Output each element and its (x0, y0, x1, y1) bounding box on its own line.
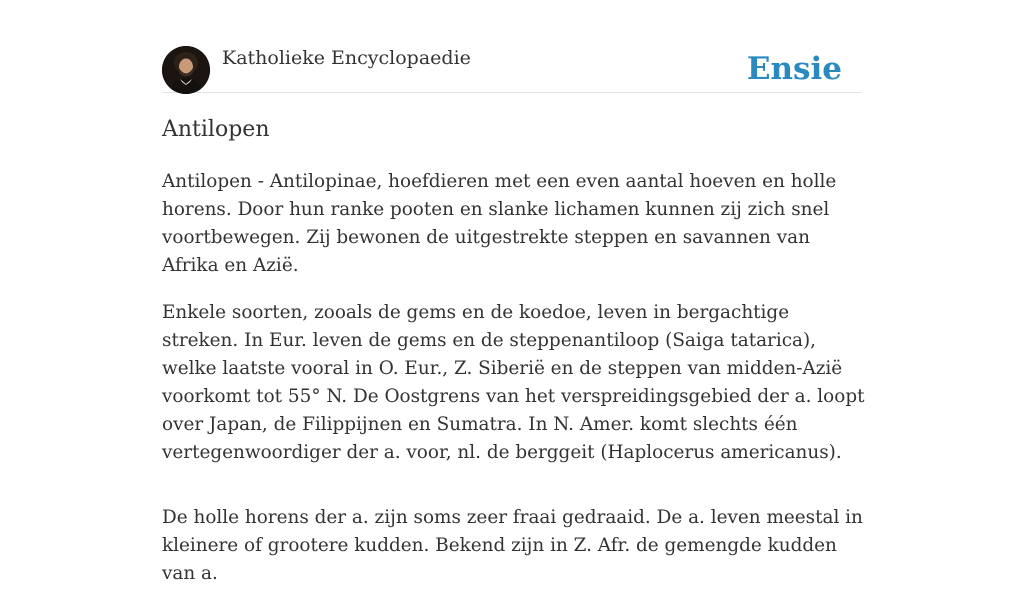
article-paragraph: Enkele soorten, zooals de gems en de koedoe, leven in bergachtige streken. In Eur. leven de gems en de steppenantiloop (Saiga tatarica), welke laatste vooral in O. Eur., Z. Siberië en de steppen van midden-Azië voorkomt tot 55° N. De Oostgrens van het verspreidingsgebied der a. loopt over Japan, de Filippijnen en Sumatra. In N. Amer. komt slechts één vertegenwoordiger der a. voor, nl. de berggeit (Haplocerus americanus). (162, 302, 865, 463)
source-name[interactable]: Katholieke Encyclopaedie (222, 47, 471, 69)
article-title: Antilopen (162, 117, 270, 142)
page-container (162, 0, 865, 584)
article-paragraph: De holle horens der a. zijn soms zeer fraai gedraaid. De a. leven meestal in kleinere of grootere kudden. Bekend zijn in Z. Afr. de gemengde kudden van a. (162, 507, 863, 584)
header (162, 0, 862, 93)
article-paragraph: Antilopen - Antilopinae, hoefdieren met een even aantal hoeven en holle horens. Door hun ranke pooten en slanke lichamen kunnen zij zich snel voortbewegen. Zij bewonen de uitgestrekte steppen en savannen van Afrika en Azië. (162, 171, 837, 276)
portrait-avatar-icon[interactable] (162, 46, 210, 94)
ensie-logo-link[interactable]: Ensie (746, 51, 842, 87)
article-body (162, 168, 868, 607)
